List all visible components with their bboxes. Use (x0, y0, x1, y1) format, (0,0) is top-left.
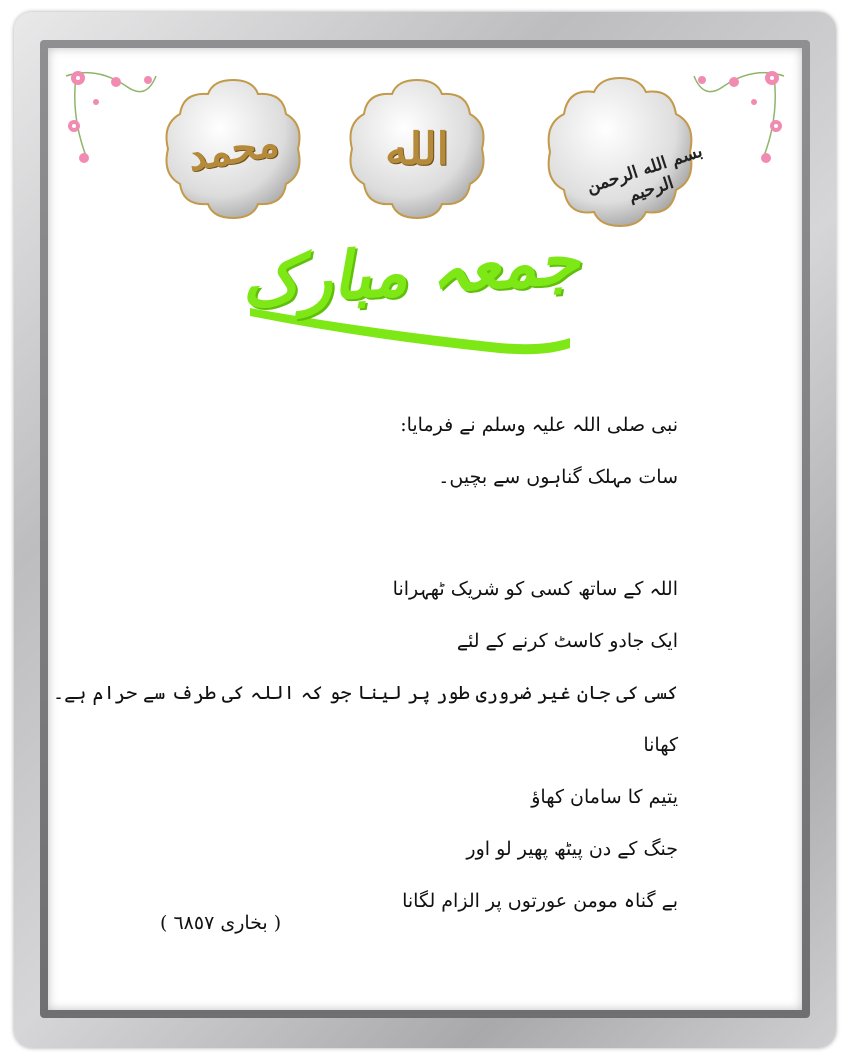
allah-medallion (342, 74, 492, 224)
verse-line: یتیم کا سامان کھاؤ (531, 786, 678, 808)
bismillah-calligraphy: بسم الله الرحمن الرحيم (584, 141, 705, 207)
title-text: جمعہ مبارک (238, 220, 582, 322)
hadith-reference: ( بخاری ٦٨٥٧ ) (160, 912, 282, 934)
allah-calligraphy: الله (385, 123, 449, 175)
verse-line: بے گناہ مومن عورتوں پر الزام لگانا (402, 890, 678, 912)
verse-line: کھانا (643, 734, 678, 756)
verse-line: کسی کی جان غیر ضروری طور پر لینا جو کہ اللہ کی طرف سے حرام ہے۔ (53, 682, 678, 704)
verse-line: جنگ کے دن پیٹھ پھیر لو اور (466, 838, 678, 860)
verse-line: اللہ کے ساتھ کسی کو شریک ٹھہرانا (392, 578, 678, 600)
muhammad-calligraphy: محمد (183, 117, 283, 181)
muhammad-medallion (158, 74, 308, 224)
verse-line: نبی صلی اللہ علیہ وسلم نے فرمایا: (400, 414, 678, 436)
verse-line: سات مہلک گناہوں سے بچیں۔ (438, 466, 678, 488)
verse-line: ایک جادو کاسٹ کرنے کے لئے (456, 630, 678, 652)
floral-corner-left-icon (56, 56, 166, 176)
jumma-mubarak-title (230, 220, 590, 352)
bismillah-medallion (540, 72, 705, 232)
